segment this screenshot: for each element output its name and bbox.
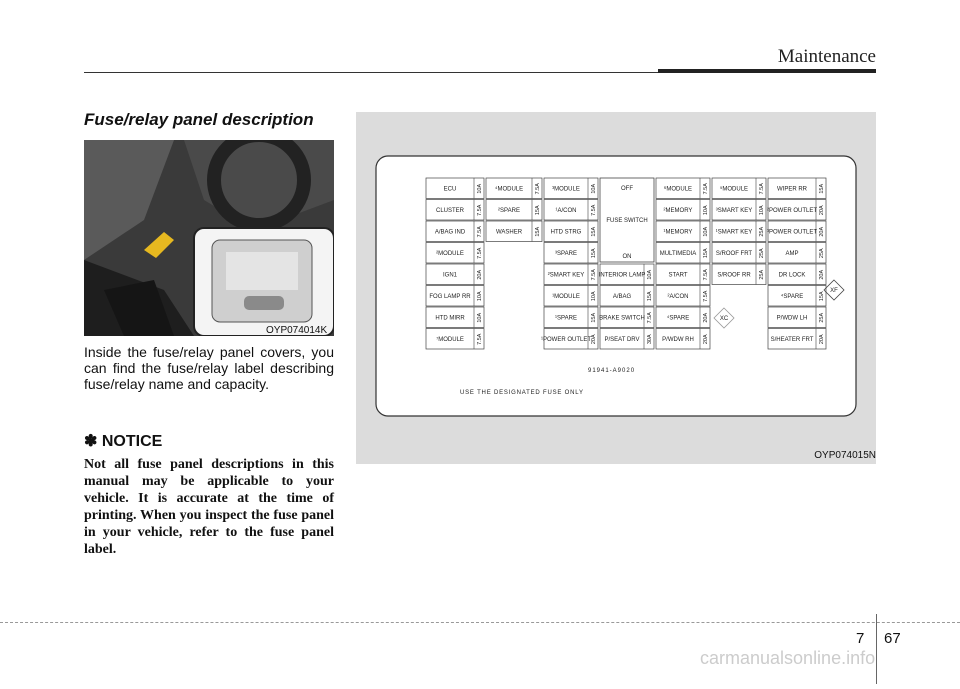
fuse-cell [712, 200, 766, 221]
fuse-rating: 25A [759, 226, 765, 237]
fuse-cell [426, 264, 484, 285]
fuse-cell [486, 178, 542, 199]
fuse-cell [712, 264, 766, 285]
fuse-rating: 30A [647, 334, 653, 345]
fuse-rating: 10A [477, 183, 483, 194]
fuse-name: START [668, 272, 688, 279]
fuse-name: ¹MEMORY [663, 229, 693, 236]
fuse-cell [767, 200, 826, 221]
fuse-cell [768, 243, 826, 264]
fuse-cell [656, 178, 710, 199]
fuse-name: ¹MODULE [552, 293, 580, 300]
fuse-cell [656, 221, 710, 242]
fuse-cell [544, 178, 598, 199]
fuse-cell [599, 307, 654, 328]
fuse-cell [426, 178, 484, 199]
fuse-cell [544, 243, 598, 264]
fuse-name: AMP [785, 250, 799, 257]
fuse-name: P/WDW LH [776, 315, 808, 322]
fuse-name: ECU [443, 186, 457, 193]
fuse-cell [544, 221, 598, 242]
fuse-rating: 25A [759, 248, 765, 259]
fuse-cell [712, 221, 766, 242]
notice-paragraph: Not all fuse panel descriptions in this manual may be applicable to your vehicle. It is accurate at the time of printing. When you inspect the fuse panel in your vehicle, refer to the fuse panel label. [84, 457, 334, 557]
switch-label: FUSE SWITCH [606, 218, 648, 224]
fuse-rating: 20A [477, 269, 483, 280]
fuse-cell [426, 243, 484, 264]
fuse-name: S/ROOF RR [717, 272, 751, 279]
section-title: Fuse/relay panel description [84, 110, 314, 129]
fuse-switch [600, 178, 654, 262]
fuse-rating: 25A [819, 248, 825, 259]
fuse-cell [656, 286, 710, 307]
fuse-name: ²A/CON [667, 293, 689, 300]
fuse-cell [544, 264, 598, 285]
diagram-code: OYP074015N [814, 450, 876, 461]
fuse-name: WIPER RR [777, 186, 807, 193]
watermark: carmanualsonline.info [700, 648, 876, 668]
body-paragraph: Inside the fuse/relay panel covers, you can find the fuse/relay label describing fuse/relay name and capacity. [84, 344, 334, 392]
fuse-rating: 15A [591, 226, 597, 237]
fuse-name: HTD STRG [550, 229, 582, 236]
fuse-rating: 15A [819, 183, 825, 194]
fuse-rating: 10A [477, 291, 483, 302]
fuse-rating: 10A [591, 291, 597, 302]
fuse-rating: 10A [477, 312, 483, 323]
fuse-name: ⁴SPARE [666, 315, 690, 322]
fuse-rating: 20A [819, 226, 825, 237]
fuse-cell [712, 178, 766, 199]
fuse-name: ⁷MODULE [436, 336, 464, 343]
fuse-rating: 7.5A [477, 226, 483, 238]
fuse-name: ²MODULE [436, 250, 464, 257]
fuse-rating: 20A [819, 269, 825, 280]
fuse-rating: 7.5A [703, 290, 709, 302]
fuse-name: INTERIOR LAMP [598, 272, 646, 279]
fuse-cell [656, 200, 710, 221]
fuse-cell [768, 286, 826, 307]
fuse-rating: 15A [591, 312, 597, 323]
switch-off-label: OFF [621, 186, 633, 192]
fuse-rating: 7.5A [703, 183, 709, 195]
fuse-cell [768, 178, 826, 199]
fuse-name: ³SPARE [555, 250, 577, 257]
fuse-rating: 7.5A [703, 269, 709, 281]
fuse-name: A/BAG IND [434, 229, 466, 236]
fuse-cell [426, 307, 484, 328]
fuse-name: ¹A/CON [555, 207, 577, 214]
fuse-name: ¹POWER OUTLET [540, 336, 592, 343]
fuse-rating: 15A [591, 248, 597, 259]
fuse-name: BRAKE SWITCH [599, 315, 645, 322]
fuse-rating: 10A [647, 269, 653, 280]
part-number: 91941-A9020 [588, 368, 636, 374]
photo-code: OYP074014K [266, 325, 328, 336]
fuse-name: ⁴MODULE [494, 186, 524, 193]
fuse-name: P/SEAT DRV [604, 336, 640, 343]
fuse-rating: 7.5A [477, 333, 483, 345]
fuse-name: ⁶MODULE [663, 186, 693, 193]
fuse-name: S/ROOF FRT [715, 250, 753, 257]
fuse-rating: 20A [703, 334, 709, 345]
fuse-rating: 25A [759, 269, 765, 280]
fuse-cell [768, 307, 826, 328]
fuse-name: HTD MIRR [435, 315, 465, 322]
fuse-rating: 7.5A [535, 183, 541, 195]
fuse-cell [426, 221, 484, 242]
fuse-name: ¹SMART KEY [715, 229, 753, 236]
fuse-name: P/WDW RH [662, 336, 694, 343]
fuse-rating: 7.5A [591, 269, 597, 281]
header-rule-accent [658, 69, 876, 73]
fuse-rating: 7.5A [591, 204, 597, 216]
footer-divider [876, 614, 877, 684]
fuse-rating: 20A [819, 334, 825, 345]
fuse-cell [656, 329, 710, 350]
fuse-cell [656, 264, 710, 285]
fuse-cell [600, 286, 654, 307]
fuse-cell [544, 200, 598, 221]
fuse-name: IGN1 [442, 272, 458, 279]
fuse-rating: 25A [819, 312, 825, 323]
fuse-rating: 7.5A [759, 183, 765, 195]
fuse-cell [656, 243, 710, 264]
designated-fuse-caption: USE THE DESIGNATED FUSE ONLY [460, 390, 584, 396]
fuse-name: FOG LAMP RR [429, 293, 471, 300]
fuse-rating: 15A [819, 291, 825, 302]
fuse-name: ²SPARE [498, 207, 520, 214]
fuse-cell [544, 286, 598, 307]
fuse-name: ³MODULE [552, 186, 580, 193]
fuse-cell [768, 264, 826, 285]
fuse-cell [712, 243, 766, 264]
fuse-name: ²MEMORY [663, 207, 693, 214]
fuse-panel-diagram [356, 112, 876, 464]
fuse-cell [599, 264, 654, 285]
fuse-rating: 10A [591, 183, 597, 194]
fuse-rating: 10A [703, 205, 709, 216]
fuse-name: MULTIMEDIA [659, 250, 697, 257]
fuse-rating: 20A [703, 312, 709, 323]
fuse-cell [426, 329, 484, 350]
notice-heading: ✽ NOTICE [84, 433, 163, 450]
fuse-cell [768, 329, 826, 350]
svg-text:XF: XF [830, 288, 838, 294]
dashboard-photo [84, 140, 334, 336]
fuse-cell [656, 307, 710, 328]
fuse-cell [426, 200, 484, 221]
fuse-cell [486, 221, 542, 242]
fuse-rating: 15A [703, 248, 709, 259]
fuse-rating: 7.5A [477, 204, 483, 216]
fuse-rating: 7.5A [477, 247, 483, 259]
switch-on-label: ON [622, 254, 632, 260]
fuse-cell [600, 329, 654, 350]
fuse-name: ³SMART KEY [715, 207, 753, 214]
fuse-rating: 10A [703, 226, 709, 237]
fuse-cell [767, 221, 826, 242]
fuse-cell [426, 286, 484, 307]
fuse-name: DR LOCK [778, 272, 806, 279]
page-number: 67 [884, 630, 901, 647]
fuse-cell [544, 307, 598, 328]
fuse-name: ⁴SPARE [780, 293, 804, 300]
fuse-rating: 7.5A [647, 312, 653, 324]
fuse-name: ²POWER OUTLET [766, 207, 818, 214]
fuse-rating: 10A [759, 205, 765, 216]
svg-text:XC: XC [719, 316, 729, 322]
fuse-rating: 20A [819, 205, 825, 216]
fuse-rating: 15A [647, 291, 653, 302]
running-header: Maintenance [777, 46, 876, 67]
chapter-number: 7 [856, 630, 865, 647]
fuse-name: ¹SPARE [555, 315, 577, 322]
footer-rule [0, 622, 960, 623]
fuse-rating: 15A [535, 226, 541, 237]
fuse-rating: 20A [591, 334, 597, 345]
fuse-name: ²SMART KEY [547, 272, 585, 279]
fuse-name: WASHER [495, 229, 523, 236]
fuse-cell [486, 200, 542, 221]
fuse-name: CLUSTER [435, 207, 465, 214]
fuse-name: ³POWER OUTLET [766, 229, 818, 236]
fuse-cell [541, 329, 598, 350]
fuse-name: A/BAG [612, 293, 632, 300]
fuse-rating: 15A [535, 205, 541, 216]
fuse-name: S/HEATER FRT [770, 336, 814, 343]
fuse-name: ⁵MODULE [719, 186, 749, 193]
